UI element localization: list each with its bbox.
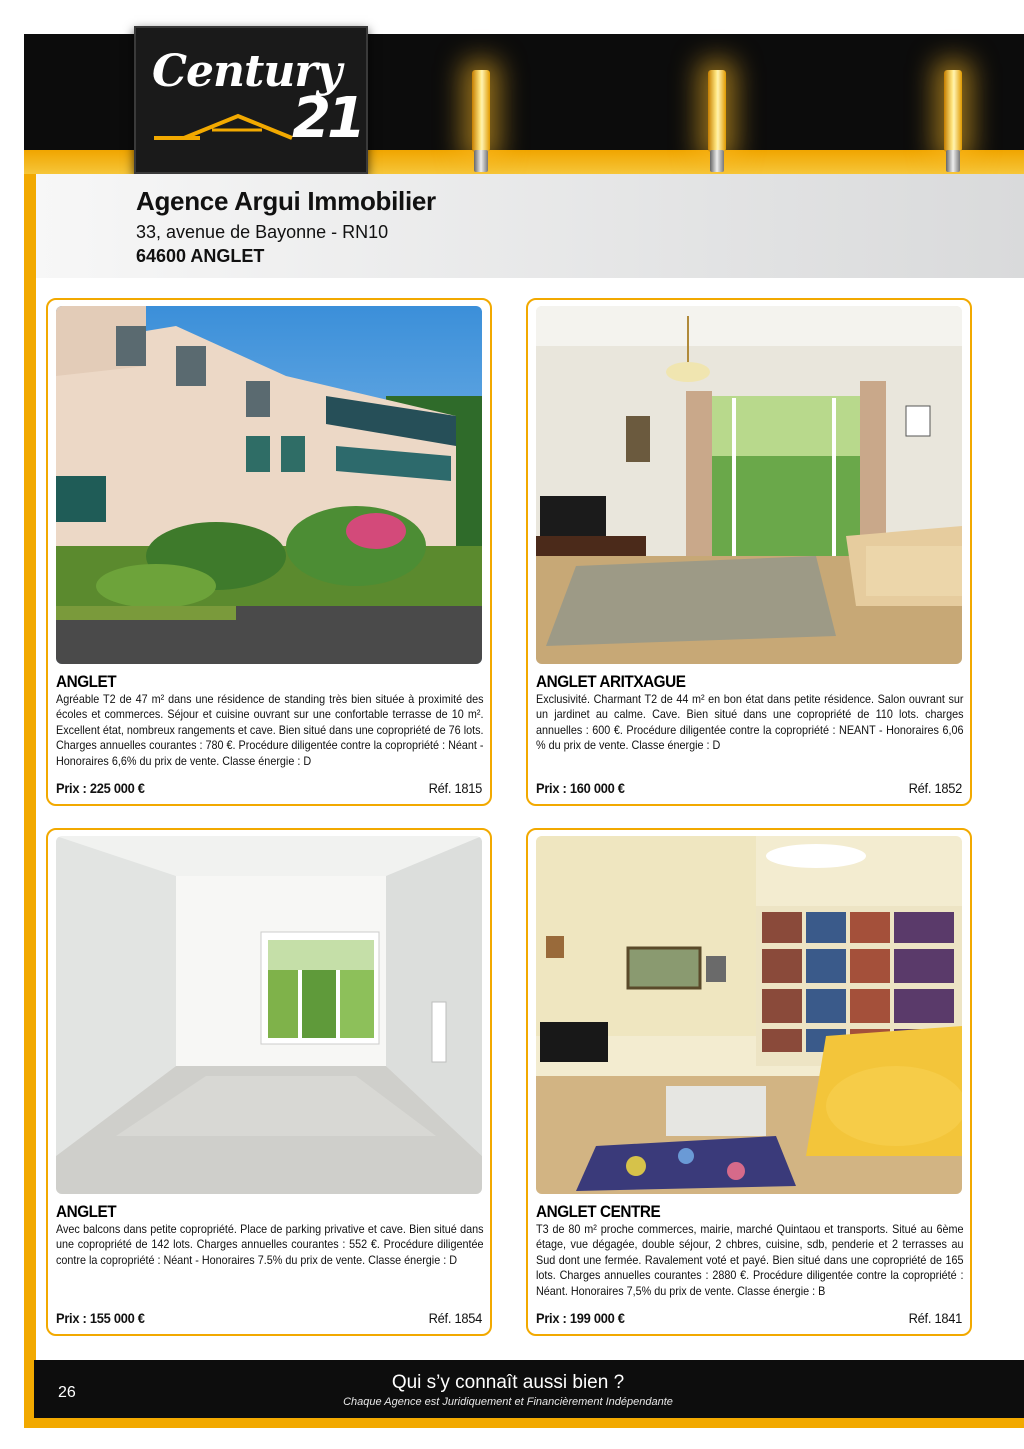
logo-number: 21 xyxy=(292,86,362,151)
living-room-garden-photo[interactable] xyxy=(536,306,962,664)
footer-stripe xyxy=(24,1418,1024,1428)
listing-description: Agréable T2 de 47 m² dans une résidence de standing très bien située à proximité des écoles et commerces. Séjour et cuisine ouvrant sur une confortable terrasse de 10 m². Excellent état, nombreux rangements et cave. Bien situé dans une copropriété de 76 lots. Charges annuelles courantes : 780 €. Procédure diligentée contre la copropriété : Néant - Honoraires 6,6% du prix de vente. Classe énergie : D xyxy=(56,692,484,768)
page-number: 26 xyxy=(58,1384,76,1401)
listing-ref: Réf. 1815 xyxy=(428,780,482,796)
listing-title: ANGLET xyxy=(56,1202,117,1221)
lamp-base-decoration xyxy=(710,150,724,172)
left-accent-bar xyxy=(24,174,36,1428)
listing-title: ANGLET xyxy=(56,672,117,691)
brand-logo xyxy=(134,26,368,174)
listing-title: ANGLET ARITXAGUE xyxy=(536,672,686,691)
agency-street: 33, avenue de Bayonne - RN10 xyxy=(136,222,389,242)
footer-slogan: Qui s’y connaît aussi bien ? xyxy=(391,1372,625,1393)
listing-price: Prix : 199 000 € xyxy=(536,1310,625,1326)
residence-building-photo[interactable] xyxy=(56,306,482,664)
lamp-base-decoration xyxy=(474,150,488,172)
agency-name: Agence Argui Immobilier xyxy=(136,186,436,216)
listing-description: T3 de 80 m² proche commerces, mairie, marché Quintaou et transports. Situé au 6ème étage, vue dégagée, double séjour, 2 chbres, cuisine, sdb, penderie et 2 terrasses au Sud dont une fermée. Ravalement voté et payé. Bien situé dans une copropriété de 165 lots. Charges annuelles courantes : 2880 €. Procédure diligentée contre la copropriété : Néant. Honoraires 7,5% du prix de vente. Classe énergie : B xyxy=(536,1222,964,1298)
listing-title: ANGLET CENTRE xyxy=(536,1202,661,1221)
listing-ref: Réf. 1852 xyxy=(908,780,962,796)
empty-room-photo[interactable] xyxy=(56,836,482,1194)
listing-ref: Réf. 1854 xyxy=(428,1310,482,1326)
listing-description: Avec balcons dans petite copropriété. Place de parking privative et cave. Bien situé dans une copropriété de 142 lots. Charges annuelles courantes : 552 €. Procédure diligentée contre la copropriété : Néant - Honoraires 7.5% du prix de vente. Classe énergie : D xyxy=(56,1222,484,1267)
listing-price: Prix : 160 000 € xyxy=(536,780,625,796)
listing-card[interactable] xyxy=(46,298,492,806)
lamp-base-decoration xyxy=(946,150,960,172)
footer-note: Chaque Agence est Juridiquement et Financièrement Indépendante xyxy=(343,1396,673,1408)
listing-price: Prix : 225 000 € xyxy=(56,780,145,796)
listing-price: Prix : 155 000 € xyxy=(56,1310,145,1326)
listing-card[interactable] xyxy=(526,298,972,806)
lamp-decoration xyxy=(944,70,962,152)
listing-ref: Réf. 1841 xyxy=(908,1310,962,1326)
listing-card[interactable] xyxy=(46,828,492,1336)
bookshelf-living-room-photo[interactable] xyxy=(536,836,962,1194)
lamp-decoration xyxy=(472,70,490,152)
lamp-decoration xyxy=(708,70,726,152)
listing-card[interactable] xyxy=(526,828,972,1336)
logo-wordmark: Century xyxy=(152,46,342,97)
agency-city: 64600 ANGLET xyxy=(136,246,265,266)
listing-description: Exclusivité. Charmant T2 de 44 m² en bon état dans petite résidence. Salon ouvrant sur un jardinet au calme. Cave. Bien situé dans une copropriété de 110 lots. charges annuelles : 600 €. Procédure diligentée contre la copropriété : NEANT - Honoraires 6,06 % du prix de vente. Classe énergie : D xyxy=(536,692,964,753)
house-roof-icon xyxy=(154,108,304,142)
